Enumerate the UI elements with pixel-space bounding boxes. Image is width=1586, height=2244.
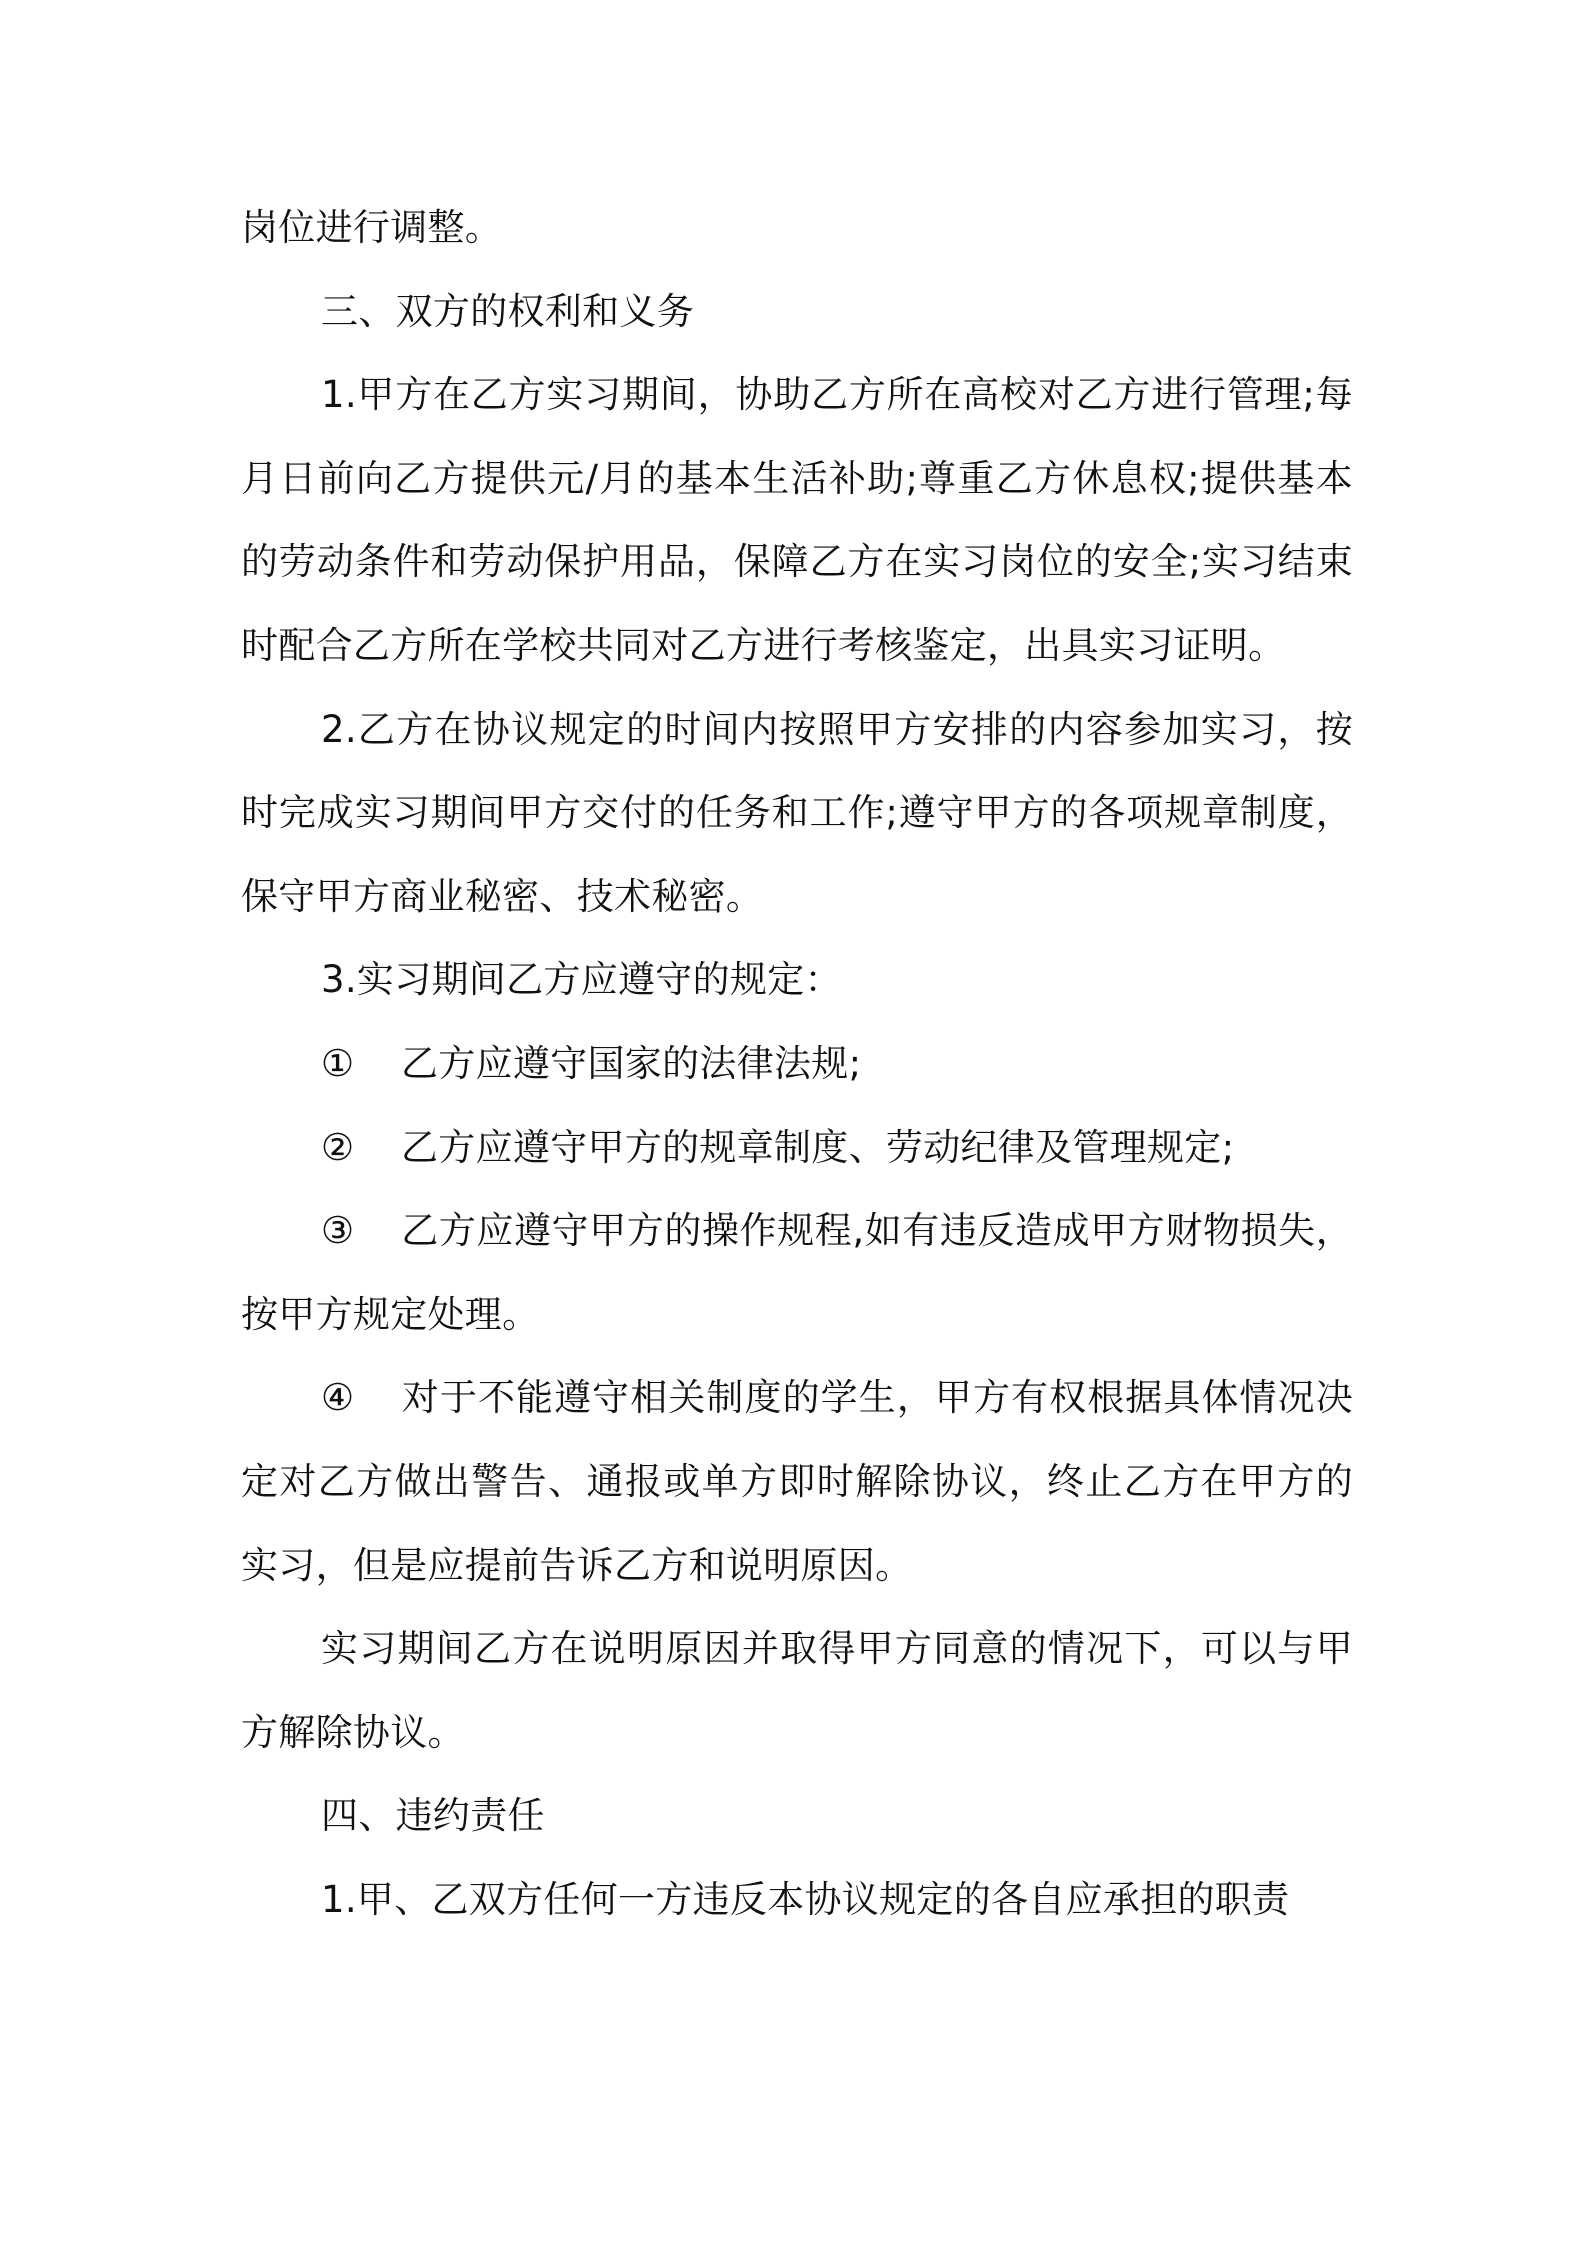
list-item-rule-4 <box>241 1356 1353 1607</box>
section-heading-rights-obligations: 三、双方的权利和义务 <box>321 289 694 333</box>
list-item-rule-1 <box>241 1022 1353 1106</box>
list-marker: ② <box>321 1125 355 1169</box>
clause-termination: 实习期间乙方在说明原因并取得甲方同意的情况下，可以与甲方解除协议。 <box>241 1627 1353 1754</box>
clause-internship-rules-intro: 3.实习期间乙方应遵守的规定： <box>321 958 842 1002</box>
clause-liability-1: 1.甲、乙双方任何一方违反本协议规定的各自应承担的职责 <box>321 1877 1290 1921</box>
list-marker: ④ <box>321 1376 355 1420</box>
list-item-rule-3 <box>241 1189 1353 1356</box>
clause-party-a-duties: 1.甲方在乙方实习期间，协助乙方所在高校对乙方进行管理;每月日前向乙方提供元/月的基本生活补助;尊重乙方休息权;提供基本的劳动条件和劳动保护用品，保障乙方在实习岗位的安全;实习结束时配合乙方所在学校共同对乙方进行考核鉴定，出具实习证明。 <box>241 373 1353 667</box>
list-item-text: 乙方应遵守甲方的规章制度、劳动纪律及管理规定; <box>401 1125 1235 1169</box>
list-item-text: 乙方应遵守甲方的操作规程,如有违反造成甲方财物损失，按甲方规定处理。 <box>241 1209 1353 1336</box>
list-marker: ③ <box>321 1209 355 1253</box>
list-item-text: 对于不能遵守相关制度的学生，甲方有权根据具体情况决定对乙方做出警告、通报或单方即时解除协议，终止乙方在甲方的实习，但是应提前告诉乙方和说明原因。 <box>241 1376 1353 1587</box>
paragraph-continuation: 岗位进行调整。 <box>241 206 503 249</box>
list-item-rule-2 <box>241 1106 1353 1190</box>
clause-party-b-duties: 2.乙方在协议规定的时间内按照甲方安排的内容参加实习，按时完成实习期间甲方交付的任务和工作;遵守甲方的各项规章制度，保守甲方商业秘密、技术秘密。 <box>241 707 1353 918</box>
document-body <box>241 186 1353 1941</box>
list-marker: ① <box>321 1041 355 1085</box>
list-item-text: 乙方应遵守国家的法律法规; <box>401 1041 862 1085</box>
section-heading-liability: 四、违约责任 <box>321 1794 545 1838</box>
